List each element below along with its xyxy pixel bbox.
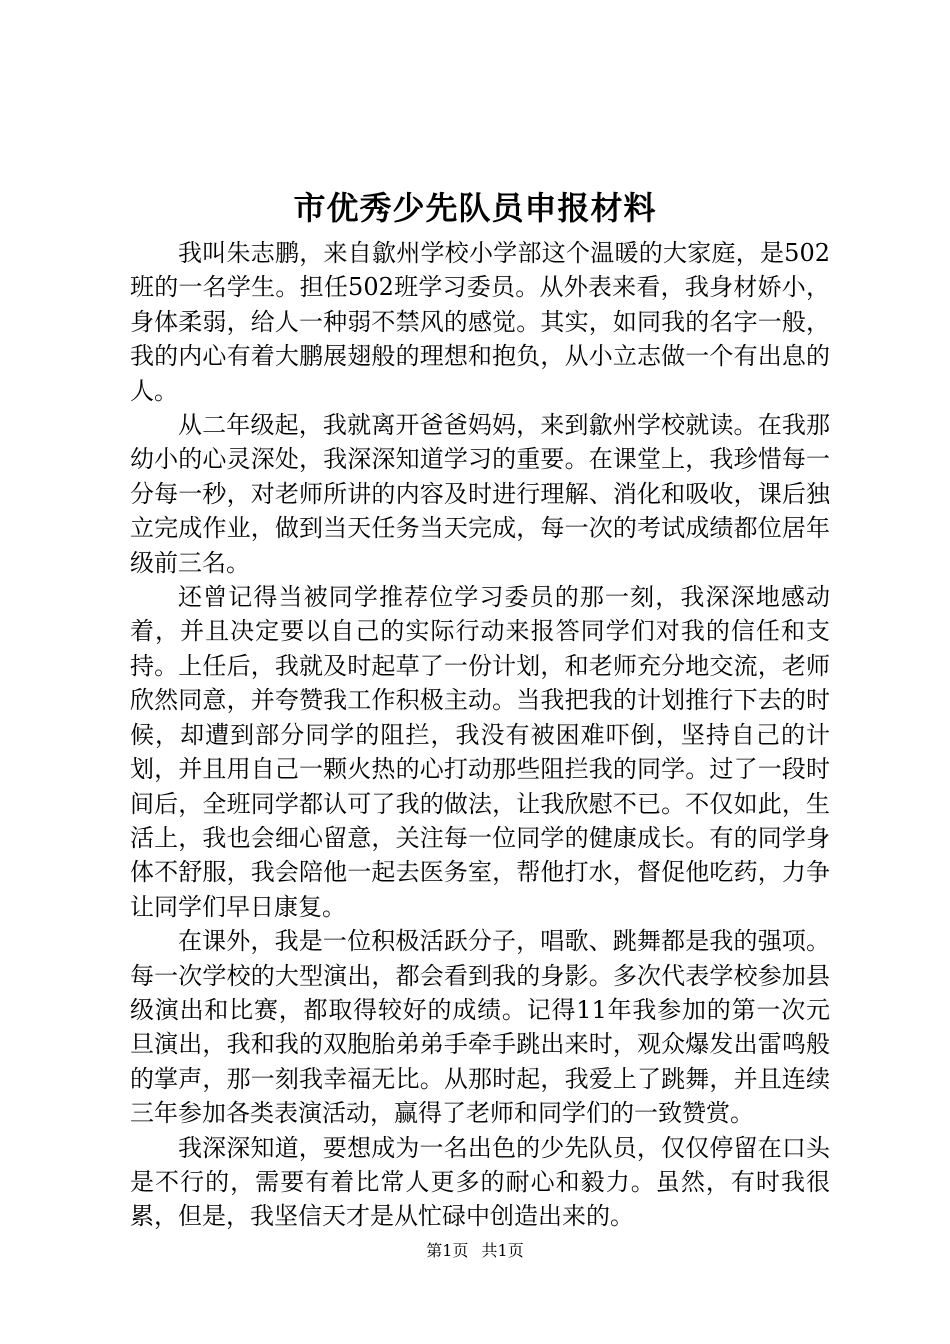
document-body bbox=[130, 236, 830, 1234]
page-footer bbox=[0, 1240, 950, 1262]
page-total: 共1页 bbox=[481, 1241, 524, 1260]
paragraph: 还曾记得当被同学推荐位学习委员的那一刻，我深深地感动着，并且决定要以自己的实际行动来报答同学们对我的信任和支持。上任后，我就及时起草了一份计划，和老师充分地交流，老师欣然同意，并夸赞我工作积极主动。当我把我的计划推行下去的时候，却遭到部分同学的阻拦，我没有被困难吓倒，坚持自己的计划，并且用自己一颗火热的心打动那些阻拦我的同学。过了一段时间后，全班同学都认可了我的做法，让我欣慰不已。不仅如此，生活上，我也会细心留意，关注每一位同学的健康成长。有的同学身体不舒服，我会陪他一起去医务室，帮他打水，督促他吃药，力争让同学们早日康复。 bbox=[130, 583, 830, 921]
paragraph: 我深深知道，要想成为一名出色的少先队员，仅仅停留在口头是不行的，需要有着比常人更多的耐心和毅力。虽然，有时我很累，但是，我坚信天才是从忙碌中创造出来的。 bbox=[130, 1133, 830, 1231]
paragraph: 我叫朱志鹏，来自歙州学校小学部这个温暖的大家庭，是502班的一名学生。担任502班学习委员。从外表来看，我身材娇小，身体柔弱，给人一种弱不禁风的感觉。其实，如同我的名字一般，我的内心有着大鹏展翅般的理想和抱负，从小立志做一个有出息的人。 bbox=[130, 239, 830, 405]
page-number: 第1页 bbox=[426, 1241, 469, 1260]
document-title: 市优秀少先队员申报材料 bbox=[293, 189, 657, 227]
paragraph: 在课外，我是一位积极活跃分子，唱歌、跳舞都是我的强项。每一次学校的大型演出，都会看到我的身影。多次代表学校参加县级演出和比赛，都取得较好的成绩。记得11年我参加的第一次元旦演出，我和我的双胞胎弟弟手牵手跳出来时，观众爆发出雷鸣般的掌声，那一刻我幸福无比。从那时起，我爱上了跳舞，并且连续三年参加各类表演活动，赢得了老师和同学们的一致赞赏。 bbox=[130, 927, 830, 1128]
paragraph: 从二年级起，我就离开爸爸妈妈，来到歙州学校就读。在我那幼小的心灵深处，我深深知道学习的重要。在课堂上，我珍惜每一分每一秒，对老师所讲的内容及时进行理解、消化和吸收，课后独立完成作业，做到当天任务当天完成，每一次的考试成绩都位居年级前三名。 bbox=[130, 411, 830, 577]
